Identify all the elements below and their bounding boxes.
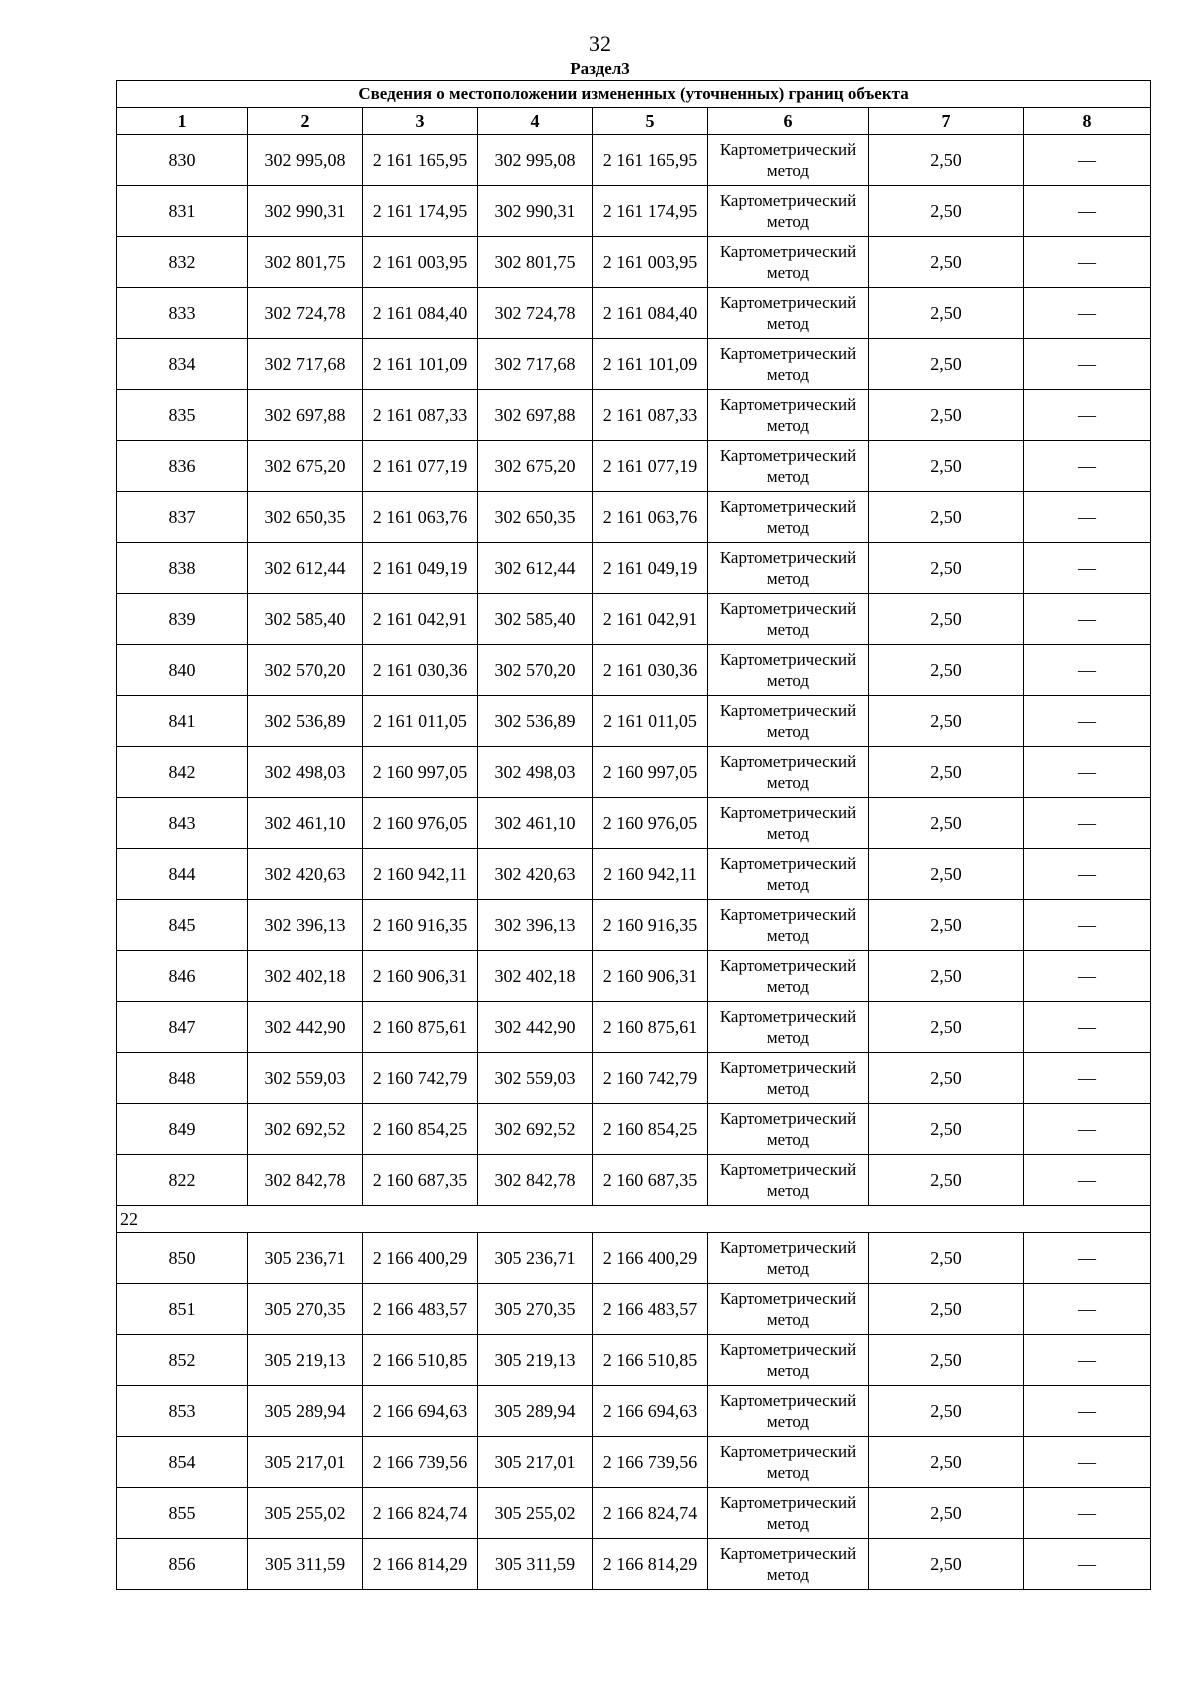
y-existing-cell: 2 166 400,29	[363, 1233, 478, 1284]
x-existing-cell: 302 442,90	[248, 1002, 363, 1053]
description-cell: —	[1024, 1053, 1151, 1104]
table-row	[117, 1002, 1151, 1053]
x-new-cell: 302 585,40	[478, 594, 593, 645]
y-existing-cell: 2 161 063,76	[363, 492, 478, 543]
x-new-cell: 305 270,35	[478, 1284, 593, 1335]
y-new-cell: 2 161 063,76	[593, 492, 708, 543]
description-cell: —	[1024, 696, 1151, 747]
y-existing-cell: 2 166 510,85	[363, 1335, 478, 1386]
accuracy-cell: 2,50	[869, 696, 1024, 747]
y-existing-cell: 2 161 165,95	[363, 135, 478, 186]
y-new-cell: 2 161 087,33	[593, 390, 708, 441]
table-row	[117, 849, 1151, 900]
column-header-3: 3	[363, 108, 478, 135]
table-row	[117, 1539, 1151, 1590]
accuracy-cell: 2,50	[869, 1335, 1024, 1386]
table-header-row	[117, 108, 1151, 135]
accuracy-cell: 2,50	[869, 237, 1024, 288]
method-cell: Картометрический метод	[708, 1233, 869, 1284]
description-cell: —	[1024, 1539, 1151, 1590]
description-cell: —	[1024, 1335, 1151, 1386]
table-row	[117, 747, 1151, 798]
table-row	[117, 1488, 1151, 1539]
point-number-cell: 854	[117, 1437, 248, 1488]
column-header-2: 2	[248, 108, 363, 135]
method-cell: Картометрический метод	[708, 1539, 869, 1590]
accuracy-cell: 2,50	[869, 1155, 1024, 1206]
point-number-cell: 837	[117, 492, 248, 543]
column-header-7: 7	[869, 108, 1024, 135]
accuracy-cell: 2,50	[869, 849, 1024, 900]
table-row	[117, 186, 1151, 237]
x-new-cell: 302 536,89	[478, 696, 593, 747]
table-row	[117, 1233, 1151, 1284]
description-cell: —	[1024, 237, 1151, 288]
x-new-cell: 302 570,20	[478, 645, 593, 696]
x-existing-cell: 302 697,88	[248, 390, 363, 441]
x-existing-cell: 302 990,31	[248, 186, 363, 237]
x-new-cell: 302 995,08	[478, 135, 593, 186]
accuracy-cell: 2,50	[869, 186, 1024, 237]
y-new-cell: 2 161 174,95	[593, 186, 708, 237]
y-existing-cell: 2 160 687,35	[363, 1155, 478, 1206]
x-existing-cell: 302 585,40	[248, 594, 363, 645]
point-number-cell: 856	[117, 1539, 248, 1590]
table-row	[117, 339, 1151, 390]
table-row	[117, 594, 1151, 645]
description-cell: —	[1024, 1155, 1151, 1206]
x-existing-cell: 302 536,89	[248, 696, 363, 747]
x-new-cell: 302 990,31	[478, 186, 593, 237]
x-existing-cell: 302 801,75	[248, 237, 363, 288]
method-cell: Картометрический метод	[708, 1437, 869, 1488]
y-new-cell: 2 160 854,25	[593, 1104, 708, 1155]
table-row	[117, 645, 1151, 696]
x-existing-cell: 302 612,44	[248, 543, 363, 594]
page-number: 32	[589, 31, 611, 56]
x-new-cell: 305 236,71	[478, 1233, 593, 1284]
column-header-6: 6	[708, 108, 869, 135]
point-number-cell: 847	[117, 1002, 248, 1053]
x-existing-cell: 302 396,13	[248, 900, 363, 951]
table-caption: Сведения о местоположении измененных (уточненных) границ объекта	[117, 81, 1151, 108]
y-new-cell: 2 160 997,05	[593, 747, 708, 798]
method-cell: Картометрический метод	[708, 1002, 869, 1053]
table-row	[117, 237, 1151, 288]
point-number-cell: 840	[117, 645, 248, 696]
x-new-cell: 305 311,59	[478, 1539, 593, 1590]
column-header-5: 5	[593, 108, 708, 135]
y-existing-cell: 2 161 003,95	[363, 237, 478, 288]
table-row	[117, 1053, 1151, 1104]
y-new-cell: 2 166 510,85	[593, 1335, 708, 1386]
accuracy-cell: 2,50	[869, 135, 1024, 186]
x-existing-cell: 302 717,68	[248, 339, 363, 390]
accuracy-cell: 2,50	[869, 645, 1024, 696]
description-cell: —	[1024, 1386, 1151, 1437]
point-number-cell: 849	[117, 1104, 248, 1155]
description-cell: —	[1024, 951, 1151, 1002]
description-cell: —	[1024, 288, 1151, 339]
description-cell: —	[1024, 135, 1151, 186]
y-existing-cell: 2 161 101,09	[363, 339, 478, 390]
y-new-cell: 2 161 011,05	[593, 696, 708, 747]
point-number-cell: 848	[117, 1053, 248, 1104]
description-cell: —	[1024, 492, 1151, 543]
table-row	[117, 288, 1151, 339]
point-number-cell: 842	[117, 747, 248, 798]
table-caption-row	[117, 81, 1151, 108]
y-new-cell: 2 161 042,91	[593, 594, 708, 645]
x-existing-cell: 302 842,78	[248, 1155, 363, 1206]
y-existing-cell: 2 160 742,79	[363, 1053, 478, 1104]
method-cell: Картометрический метод	[708, 135, 869, 186]
y-existing-cell: 2 161 030,36	[363, 645, 478, 696]
method-cell: Картометрический метод	[708, 1488, 869, 1539]
x-existing-cell: 305 311,59	[248, 1539, 363, 1590]
y-existing-cell: 2 160 916,35	[363, 900, 478, 951]
x-new-cell: 305 219,13	[478, 1335, 593, 1386]
description-cell: —	[1024, 1284, 1151, 1335]
description-cell: —	[1024, 1437, 1151, 1488]
point-number-cell: 832	[117, 237, 248, 288]
y-new-cell: 2 166 694,63	[593, 1386, 708, 1437]
description-cell: —	[1024, 798, 1151, 849]
x-new-cell: 302 717,68	[478, 339, 593, 390]
method-cell: Картометрический метод	[708, 645, 869, 696]
y-existing-cell: 2 160 997,05	[363, 747, 478, 798]
y-new-cell: 2 161 049,19	[593, 543, 708, 594]
description-cell: —	[1024, 645, 1151, 696]
y-new-cell: 2 160 906,31	[593, 951, 708, 1002]
table-row	[117, 1335, 1151, 1386]
y-existing-cell: 2 161 174,95	[363, 186, 478, 237]
x-new-cell: 302 724,78	[478, 288, 593, 339]
accuracy-cell: 2,50	[869, 1488, 1024, 1539]
group-label-row	[117, 1206, 1151, 1233]
x-new-cell: 302 498,03	[478, 747, 593, 798]
method-cell: Картометрический метод	[708, 747, 869, 798]
table-row	[117, 135, 1151, 186]
x-existing-cell: 302 570,20	[248, 645, 363, 696]
x-new-cell: 302 420,63	[478, 849, 593, 900]
x-new-cell: 302 396,13	[478, 900, 593, 951]
table-row	[117, 900, 1151, 951]
x-existing-cell: 305 289,94	[248, 1386, 363, 1437]
y-existing-cell: 2 161 084,40	[363, 288, 478, 339]
y-new-cell: 2 161 165,95	[593, 135, 708, 186]
x-new-cell: 302 461,10	[478, 798, 593, 849]
method-cell: Картометрический метод	[708, 237, 869, 288]
x-existing-cell: 302 995,08	[248, 135, 363, 186]
method-cell: Картометрический метод	[708, 594, 869, 645]
x-new-cell: 302 842,78	[478, 1155, 593, 1206]
y-new-cell: 2 160 687,35	[593, 1155, 708, 1206]
method-cell: Картометрический метод	[708, 441, 869, 492]
x-new-cell: 302 801,75	[478, 237, 593, 288]
x-existing-cell: 302 650,35	[248, 492, 363, 543]
description-cell: —	[1024, 1233, 1151, 1284]
accuracy-cell: 2,50	[869, 1437, 1024, 1488]
accuracy-cell: 2,50	[869, 900, 1024, 951]
table-row	[117, 1284, 1151, 1335]
table-row	[117, 390, 1151, 441]
description-cell: —	[1024, 1002, 1151, 1053]
y-new-cell: 2 160 742,79	[593, 1053, 708, 1104]
method-cell: Картометрический метод	[708, 849, 869, 900]
point-number-cell: 838	[117, 543, 248, 594]
point-number-cell: 851	[117, 1284, 248, 1335]
y-new-cell: 2 161 077,19	[593, 441, 708, 492]
table-body	[117, 81, 1151, 1590]
method-cell: Картометрический метод	[708, 1155, 869, 1206]
table-row	[117, 798, 1151, 849]
y-existing-cell: 2 161 042,91	[363, 594, 478, 645]
point-number-cell: 835	[117, 390, 248, 441]
point-number-cell: 852	[117, 1335, 248, 1386]
point-number-cell: 830	[117, 135, 248, 186]
y-existing-cell: 2 161 077,19	[363, 441, 478, 492]
description-cell: —	[1024, 1488, 1151, 1539]
x-new-cell: 302 559,03	[478, 1053, 593, 1104]
accuracy-cell: 2,50	[869, 1104, 1024, 1155]
table-row	[117, 543, 1151, 594]
x-new-cell: 305 289,94	[478, 1386, 593, 1437]
x-new-cell: 305 217,01	[478, 1437, 593, 1488]
x-new-cell: 302 650,35	[478, 492, 593, 543]
point-number-cell: 841	[117, 696, 248, 747]
x-existing-cell: 302 402,18	[248, 951, 363, 1002]
point-number-cell: 833	[117, 288, 248, 339]
point-number-cell: 831	[117, 186, 248, 237]
point-number-cell: 843	[117, 798, 248, 849]
x-existing-cell: 305 219,13	[248, 1335, 363, 1386]
x-existing-cell: 302 420,63	[248, 849, 363, 900]
x-existing-cell: 302 724,78	[248, 288, 363, 339]
description-cell: —	[1024, 543, 1151, 594]
y-new-cell: 2 160 942,11	[593, 849, 708, 900]
y-new-cell: 2 161 084,40	[593, 288, 708, 339]
y-existing-cell: 2 160 875,61	[363, 1002, 478, 1053]
method-cell: Картометрический метод	[708, 798, 869, 849]
coordinates-table	[116, 80, 1151, 1590]
x-new-cell: 302 675,20	[478, 441, 593, 492]
description-cell: —	[1024, 186, 1151, 237]
column-header-1: 1	[117, 108, 248, 135]
method-cell: Картометрический метод	[708, 951, 869, 1002]
table-row	[117, 492, 1151, 543]
method-cell: Картометрический метод	[708, 1104, 869, 1155]
table-row	[117, 1155, 1151, 1206]
table-row	[117, 1104, 1151, 1155]
y-existing-cell: 2 160 976,05	[363, 798, 478, 849]
x-existing-cell: 302 461,10	[248, 798, 363, 849]
description-cell: —	[1024, 900, 1151, 951]
point-number-cell: 836	[117, 441, 248, 492]
accuracy-cell: 2,50	[869, 951, 1024, 1002]
y-new-cell: 2 166 739,56	[593, 1437, 708, 1488]
accuracy-cell: 2,50	[869, 1002, 1024, 1053]
y-existing-cell: 2 166 739,56	[363, 1437, 478, 1488]
x-existing-cell: 302 675,20	[248, 441, 363, 492]
y-new-cell: 2 166 814,29	[593, 1539, 708, 1590]
description-cell: —	[1024, 594, 1151, 645]
description-cell: —	[1024, 390, 1151, 441]
method-cell: Картометрический метод	[708, 288, 869, 339]
accuracy-cell: 2,50	[869, 1284, 1024, 1335]
accuracy-cell: 2,50	[869, 543, 1024, 594]
method-cell: Картометрический метод	[708, 1284, 869, 1335]
method-cell: Картометрический метод	[708, 900, 869, 951]
column-header-8: 8	[1024, 108, 1151, 135]
y-existing-cell: 2 160 906,31	[363, 951, 478, 1002]
method-cell: Картометрический метод	[708, 1386, 869, 1437]
accuracy-cell: 2,50	[869, 1386, 1024, 1437]
table-row	[117, 1437, 1151, 1488]
accuracy-cell: 2,50	[869, 390, 1024, 441]
group-label: 22	[117, 1206, 1151, 1233]
x-new-cell: 302 442,90	[478, 1002, 593, 1053]
y-existing-cell: 2 161 087,33	[363, 390, 478, 441]
accuracy-cell: 2,50	[869, 1233, 1024, 1284]
table-row	[117, 696, 1151, 747]
point-number-cell: 846	[117, 951, 248, 1002]
y-existing-cell: 2 161 049,19	[363, 543, 478, 594]
y-existing-cell: 2 166 694,63	[363, 1386, 478, 1437]
table-row	[117, 1386, 1151, 1437]
point-number-cell: 845	[117, 900, 248, 951]
y-new-cell: 2 166 483,57	[593, 1284, 708, 1335]
accuracy-cell: 2,50	[869, 441, 1024, 492]
accuracy-cell: 2,50	[869, 798, 1024, 849]
point-number-cell: 850	[117, 1233, 248, 1284]
accuracy-cell: 2,50	[869, 492, 1024, 543]
y-new-cell: 2 166 824,74	[593, 1488, 708, 1539]
method-cell: Картометрический метод	[708, 339, 869, 390]
y-existing-cell: 2 166 814,29	[363, 1539, 478, 1590]
y-existing-cell: 2 166 483,57	[363, 1284, 478, 1335]
table-row	[117, 951, 1151, 1002]
y-existing-cell: 2 160 854,25	[363, 1104, 478, 1155]
x-new-cell: 302 692,52	[478, 1104, 593, 1155]
description-cell: —	[1024, 849, 1151, 900]
x-new-cell: 302 697,88	[478, 390, 593, 441]
method-cell: Картометрический метод	[708, 696, 869, 747]
y-new-cell: 2 160 875,61	[593, 1002, 708, 1053]
section-title: Раздел3	[570, 59, 630, 78]
x-existing-cell: 305 217,01	[248, 1437, 363, 1488]
accuracy-cell: 2,50	[869, 288, 1024, 339]
accuracy-cell: 2,50	[869, 747, 1024, 798]
accuracy-cell: 2,50	[869, 1539, 1024, 1590]
y-new-cell: 2 160 976,05	[593, 798, 708, 849]
y-new-cell: 2 161 003,95	[593, 237, 708, 288]
x-existing-cell: 305 270,35	[248, 1284, 363, 1335]
x-existing-cell: 302 692,52	[248, 1104, 363, 1155]
y-existing-cell: 2 161 011,05	[363, 696, 478, 747]
y-existing-cell: 2 160 942,11	[363, 849, 478, 900]
method-cell: Картометрический метод	[708, 1335, 869, 1386]
method-cell: Картометрический метод	[708, 1053, 869, 1104]
description-cell: —	[1024, 747, 1151, 798]
point-number-cell: 834	[117, 339, 248, 390]
y-new-cell: 2 166 400,29	[593, 1233, 708, 1284]
x-new-cell: 302 612,44	[478, 543, 593, 594]
x-new-cell: 302 402,18	[478, 951, 593, 1002]
y-new-cell: 2 161 101,09	[593, 339, 708, 390]
y-new-cell: 2 161 030,36	[593, 645, 708, 696]
accuracy-cell: 2,50	[869, 1053, 1024, 1104]
point-number-cell: 853	[117, 1386, 248, 1437]
x-existing-cell: 305 255,02	[248, 1488, 363, 1539]
point-number-cell: 839	[117, 594, 248, 645]
method-cell: Картометрический метод	[708, 492, 869, 543]
x-existing-cell: 302 559,03	[248, 1053, 363, 1104]
x-existing-cell: 305 236,71	[248, 1233, 363, 1284]
point-number-cell: 855	[117, 1488, 248, 1539]
description-cell: —	[1024, 339, 1151, 390]
y-new-cell: 2 160 916,35	[593, 900, 708, 951]
x-existing-cell: 302 498,03	[248, 747, 363, 798]
column-header-4: 4	[478, 108, 593, 135]
method-cell: Картометрический метод	[708, 390, 869, 441]
accuracy-cell: 2,50	[869, 339, 1024, 390]
description-cell: —	[1024, 1104, 1151, 1155]
method-cell: Картометрический метод	[708, 186, 869, 237]
accuracy-cell: 2,50	[869, 594, 1024, 645]
table-row	[117, 441, 1151, 492]
y-existing-cell: 2 166 824,74	[363, 1488, 478, 1539]
description-cell: —	[1024, 441, 1151, 492]
point-number-cell: 822	[117, 1155, 248, 1206]
x-new-cell: 305 255,02	[478, 1488, 593, 1539]
method-cell: Картометрический метод	[708, 543, 869, 594]
point-number-cell: 844	[117, 849, 248, 900]
